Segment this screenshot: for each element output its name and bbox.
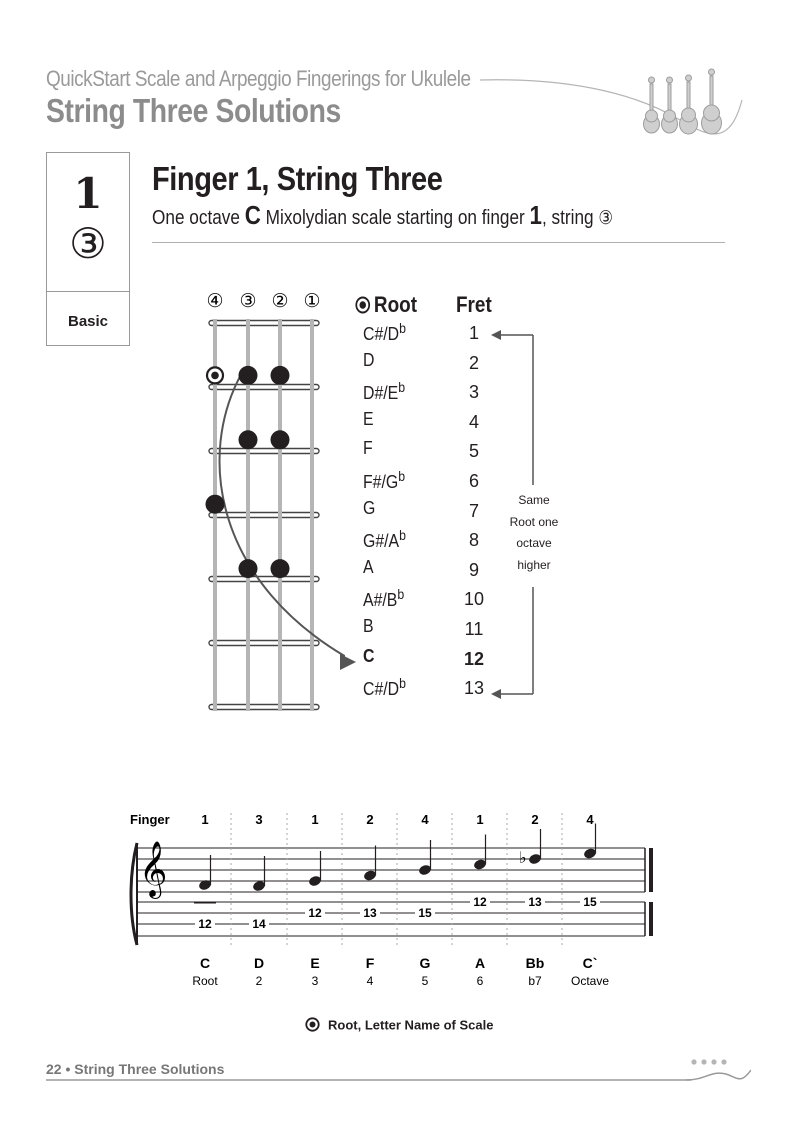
note-dot <box>239 430 258 449</box>
ukulele-icon <box>680 75 698 134</box>
root-icon <box>355 294 370 320</box>
fret-table-note <box>363 557 374 578</box>
bracket-note-line: Same <box>518 493 550 507</box>
finger-number: 2 <box>531 812 539 827</box>
subtitle-prefix: One octave <box>152 207 245 229</box>
note-name: D <box>363 349 375 370</box>
flat-symbol: b <box>399 527 406 544</box>
note-column <box>287 812 325 988</box>
fret-table-note <box>363 379 405 404</box>
note-letter-name: C` <box>582 955 598 971</box>
fret-table-note <box>363 527 406 552</box>
fret-table-note <box>363 586 404 611</box>
fret-bar <box>209 577 319 582</box>
fret-table-note <box>363 498 375 519</box>
note-letter-name: C <box>199 955 211 971</box>
series-title: QuickStart Scale and Arpeggio Fingerings for Ukulele <box>46 66 471 91</box>
footer-dot <box>711 1059 716 1064</box>
fret-header: Fret <box>456 292 492 317</box>
bracket-top-arrow <box>491 330 501 340</box>
section-title <box>152 160 442 198</box>
note-column <box>562 812 609 988</box>
note-dot <box>239 366 258 385</box>
note-letter-name: E <box>310 955 320 971</box>
flat-accidental: ♭ <box>519 850 527 867</box>
tab-fret-number: 13 <box>528 895 542 909</box>
fret-table-note <box>363 438 373 459</box>
scale-degree: 2 <box>255 974 263 988</box>
note-name: F <box>363 438 373 459</box>
note-letter-name: F <box>365 955 375 971</box>
bracket-bottom-arrow <box>491 689 501 699</box>
finger-number: 2 <box>366 812 374 827</box>
notation-tab-system <box>125 805 675 995</box>
finger-number: 4 <box>421 812 429 827</box>
fret-bar <box>209 385 319 390</box>
footer-bullet: • <box>65 1061 71 1077</box>
arrowhead-icon <box>340 650 362 674</box>
fret-table-number: 2 <box>468 352 479 373</box>
finger-number: 3 <box>255 812 263 827</box>
fret-table-number: 11 <box>464 619 484 639</box>
scale-degree: 6 <box>476 974 484 988</box>
scale-degree: 5 <box>421 974 429 988</box>
finger-number: 1 <box>73 169 103 218</box>
tab-fret-number: 14 <box>252 917 266 931</box>
difficulty-level: Basic <box>67 313 109 330</box>
note-name: B <box>363 616 374 636</box>
section-subtitle <box>152 200 613 231</box>
note-column <box>342 812 380 988</box>
string-number-label: ③ <box>239 291 257 312</box>
root-header-label: Root <box>373 292 418 317</box>
scale-degree: Root <box>192 974 218 988</box>
note-dot <box>239 559 258 578</box>
section-title-part1: Finger 1, <box>152 160 270 197</box>
string-number-label: ① <box>303 291 321 312</box>
string-symbol: ③ <box>69 219 107 268</box>
box-divider <box>47 291 129 292</box>
tab-fret-number: 12 <box>198 917 212 931</box>
ukulele-icon <box>644 77 660 133</box>
treble-clef-icon <box>139 842 167 899</box>
footer-dot <box>721 1059 726 1064</box>
fret-table-note <box>363 320 406 345</box>
tab-fret-number: 12 <box>308 906 322 920</box>
fret-bar <box>209 449 319 454</box>
ukulele-icon <box>662 77 678 133</box>
svg-text:𝄞: 𝄞 <box>139 843 168 896</box>
bracket-note <box>505 490 563 576</box>
string-number-label: ④ <box>206 291 224 312</box>
note-name: A <box>363 556 374 577</box>
bracket-note-line: Root one <box>509 514 559 529</box>
subtitle-finger: 1 <box>529 200 542 230</box>
note-letter-name: Bb <box>525 955 545 971</box>
note-dot <box>271 366 290 385</box>
fret-bar <box>209 321 319 326</box>
fret-table-number: 8 <box>468 530 479 551</box>
finger-number: 4 <box>586 812 594 827</box>
fret-table-number: 4 <box>468 411 479 432</box>
subtitle-mid: Mixolydian scale starting on finger <box>260 207 530 229</box>
note-letter-name: A <box>474 955 486 971</box>
fretboard-diagram <box>195 285 345 720</box>
note-dot <box>206 495 225 514</box>
subtitle-mid2: , string <box>541 207 599 229</box>
note-name: C#/D <box>363 679 400 700</box>
tab-fret-number: 15 <box>583 895 597 909</box>
footer-swoosh <box>686 1070 751 1080</box>
fret-table-number: 10 <box>463 589 485 610</box>
arrowhead-shape <box>340 654 356 670</box>
finger-number: 1 <box>311 812 319 827</box>
root-header <box>355 292 417 320</box>
ukulele-icon <box>702 69 722 134</box>
subtitle-key: C <box>244 200 261 230</box>
subtitle-string: ③ <box>598 207 614 229</box>
note-name: G#/A <box>363 531 400 552</box>
note-column <box>231 812 269 988</box>
fret-table-note <box>363 616 374 637</box>
fret-table-number: 12 <box>463 648 485 669</box>
root-note-dot-center <box>211 372 219 380</box>
fret-bar <box>209 705 319 710</box>
bracket-note-line: higher <box>517 557 551 572</box>
fret-table-note <box>363 646 374 667</box>
note-column <box>397 812 435 988</box>
fret-table-note <box>363 675 406 700</box>
fret-table-note <box>363 350 374 371</box>
root-icon <box>305 1017 320 1035</box>
flat-symbol: b <box>399 675 406 692</box>
fret-table-number: 7 <box>468 500 479 521</box>
note-name: C <box>363 645 375 666</box>
footer-decoration <box>46 1056 751 1086</box>
fret-table-number: 5 <box>468 441 479 462</box>
footer-dot <box>701 1059 706 1064</box>
root-legend-text: Root, Letter Name of Scale <box>328 1017 494 1033</box>
fret-table-number: 6 <box>468 471 479 491</box>
fret-table-note <box>363 409 374 430</box>
ukulele-icons <box>644 69 722 134</box>
tab-fret-number: 15 <box>418 906 432 920</box>
page-number: 22 <box>46 1061 62 1077</box>
finger-string-box <box>46 152 130 346</box>
footer-dot <box>691 1059 696 1064</box>
footer-section-name: String Three Solutions <box>74 1061 225 1077</box>
note-column <box>192 812 218 988</box>
finger-number: 1 <box>476 812 484 827</box>
flat-symbol: b <box>399 320 406 336</box>
flat-symbol: b <box>397 586 405 603</box>
bracket-note-line: octave <box>516 536 552 550</box>
finger-number: 1 <box>201 812 209 827</box>
note-letter-name: G <box>419 955 431 971</box>
string-number-label: ② <box>271 291 289 312</box>
root-legend <box>305 1017 493 1035</box>
note-column <box>507 812 545 988</box>
note-dot <box>271 559 290 578</box>
note-name: D#/E <box>363 383 399 404</box>
tab-fret-number: 13 <box>363 906 377 920</box>
header-decoration <box>440 60 750 155</box>
scale-degree: 3 <box>311 974 319 988</box>
section-title-part2: String Three <box>276 160 443 197</box>
note-dot <box>271 430 290 449</box>
heading-rule <box>152 242 725 243</box>
fret-bar <box>209 513 319 518</box>
note-letter-name: D <box>253 955 265 971</box>
fret-bar <box>209 641 319 646</box>
note-name: A#/B <box>363 590 398 611</box>
finger-row-label: Finger <box>130 812 170 827</box>
tab-fret-number: 12 <box>473 895 487 909</box>
scale-degree: b7 <box>528 974 542 988</box>
fret-table-number: 9 <box>468 559 479 580</box>
scale-degree: Octave <box>570 974 610 988</box>
scale-degree: 4 <box>366 974 374 988</box>
fret-table-number: 13 <box>463 678 485 699</box>
fret-table-note <box>363 468 405 493</box>
note-name: G <box>363 497 376 518</box>
fret-table-number: 1 <box>468 323 479 343</box>
note-column <box>452 812 490 988</box>
page-title: String Three Solutions <box>46 92 341 129</box>
note-name: E <box>363 408 374 429</box>
flat-symbol: b <box>398 468 406 484</box>
note-name: C#/D <box>363 324 400 344</box>
fret-table-number: 3 <box>468 382 479 403</box>
note-name: F#/G <box>363 472 399 492</box>
flat-symbol: b <box>398 379 406 396</box>
